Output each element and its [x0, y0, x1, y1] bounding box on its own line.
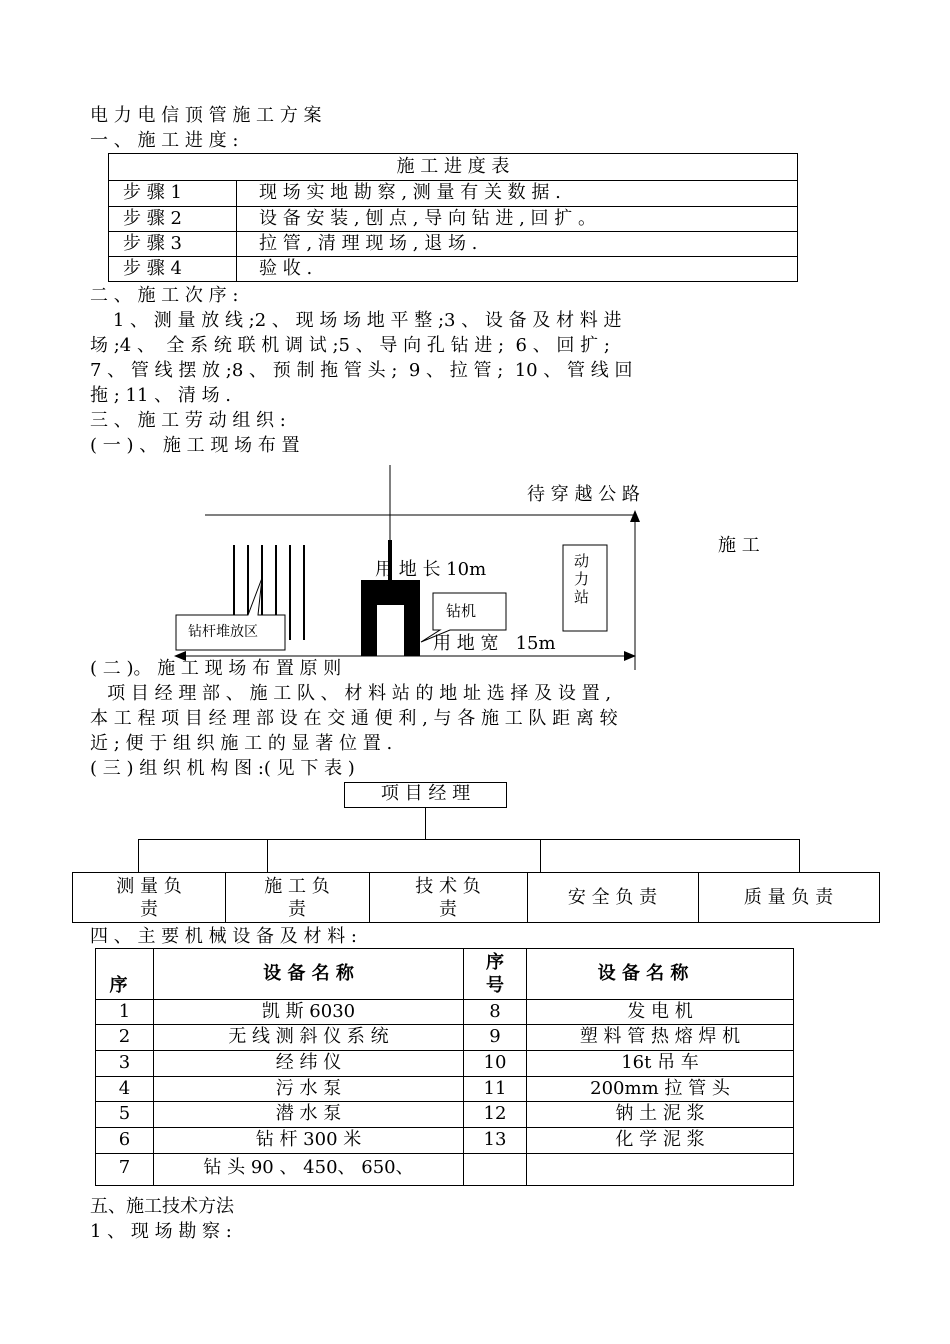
org-top-box	[344, 782, 507, 808]
equip-cell: 凯 斯 6030	[261, 1001, 356, 1022]
org-box-survey: 测 量 负 责	[116, 876, 182, 920]
equip-cell: 4	[118, 1078, 131, 1099]
equip-cell: 塑 料 管 热 熔 焊 机	[579, 1026, 741, 1047]
equip-cell: 200mm 拉 管 头	[590, 1078, 730, 1099]
schedule-desc: 拉 管 , 清 理 现 场 , 退 场 .	[259, 233, 478, 254]
equip-cell: 化 学 泥 浆	[615, 1129, 705, 1150]
principle-line: 近 ; 便 于 组 织 施 工 的 显 著 位 置 .	[90, 733, 393, 754]
equip-cell: 无 线 测 斜 仪 系 统	[228, 1026, 389, 1047]
org-box-construction: 施 工 负 责	[264, 876, 330, 920]
equip-cell: 16t 吊 车	[621, 1052, 699, 1073]
equip-cell: 钻 头 90 、 450、 650、	[203, 1157, 414, 1178]
section-2-heading: 二 、 施 工 次 序 :	[90, 285, 239, 306]
schedule-step: 步 骤 1	[123, 182, 182, 203]
equip-cell: 发 电 机	[627, 1001, 693, 1022]
equip-cell: 钻 杆 300 米	[255, 1129, 362, 1150]
road-label: 待 穿 越 公 路	[527, 484, 640, 505]
schedule-desc: 验 收 .	[259, 258, 313, 279]
order-line: 7 、 管 线 摆 放 ;8 、 预 制 拖 管 头 ; 9 、 拉 管 ; 10 、 管 线 回	[90, 360, 633, 381]
equipment-table	[95, 948, 794, 1186]
equip-cell: 7	[118, 1157, 131, 1178]
width-label: 用 地 宽 15m	[433, 633, 556, 654]
equip-cell: 10	[483, 1052, 507, 1073]
org-box-safety: 安 全 负 责	[567, 887, 658, 908]
equip-cell: 污 水 泵	[275, 1078, 342, 1099]
construction-label: 施 工	[718, 535, 760, 556]
equip-cell: 11	[483, 1078, 507, 1099]
principle-line: 项 目 经 理 部 、 施 工 队 、 材 料 站 的 地 址 选 择 及 设 置 ,	[90, 683, 612, 704]
org-box-technical: 技 术 负 责	[415, 876, 481, 920]
org-boxes	[72, 872, 880, 923]
equip-cell: 潜 水 泵	[275, 1103, 342, 1124]
order-line: 场 ;4 、 全 系 统 联 机 调 试 ;5 、 导 向 孔 钻 进 ; 6 、 回 扩 ;	[90, 335, 610, 356]
equip-cell: 2	[118, 1026, 131, 1047]
order-line: 1 、 测 量 放 线 ;2 、 现 场 场 地 平 整 ;3 、 设 备 及 材 料 进	[90, 310, 622, 331]
org-top-label: 项 目 经 理	[380, 783, 471, 804]
drill-label: 钻机	[446, 602, 477, 620]
equip-cell: 3	[118, 1052, 131, 1073]
equip-cell: 经 纬 仪	[275, 1052, 342, 1073]
equip-cell: 8	[489, 1001, 501, 1022]
section-3b-heading: ( 二 )。 施 工 现 场 布 置 原 则	[90, 658, 342, 679]
equip-cell: 1	[118, 1001, 131, 1022]
schedule-step: 步 骤 2	[123, 208, 182, 229]
rod-storage-label: 钻杆堆放区	[188, 624, 258, 640]
order-line: 拖 ; 11 、 清 场 .	[90, 385, 232, 406]
section-5-heading: 五、施工技术方法	[90, 1196, 234, 1217]
schedule-table	[108, 153, 798, 282]
equip-cell: 5	[118, 1103, 131, 1124]
equip-header-name2: 设 备 名 称	[597, 963, 689, 984]
document-title: 电 力 电 信 顶 管 施 工 方 案	[90, 105, 322, 126]
schedule-step: 步 骤 4	[123, 258, 182, 279]
schedule-caption: 施 工 进 度 表	[396, 156, 510, 177]
schedule-desc: 现 场 实 地 勘 察 , 测 量 有 关 数 据 .	[259, 182, 561, 203]
equip-cell: 6	[118, 1129, 131, 1150]
equip-header-seq: 序	[109, 975, 128, 996]
section-1-heading: 一 、 施 工 进 度 :	[90, 130, 239, 151]
length-label: 用 地 长 10m	[375, 559, 487, 580]
equip-cell: 钠 土 泥 浆	[615, 1103, 705, 1124]
equip-cell: 12	[483, 1103, 507, 1124]
section-5a-heading: 1 、 现 场 勘 察 :	[90, 1221, 232, 1242]
schedule-step: 步 骤 3	[123, 233, 182, 254]
section-4-heading: 四 、 主 要 机 械 设 备 及 材 料 :	[90, 926, 358, 947]
equip-cell: 13	[483, 1129, 507, 1150]
principle-line: 本 工 程 项 目 经 理 部 设 在 交 通 便 利 , 与 各 施 工 队 距 离 较	[90, 708, 618, 729]
power-station-label: 动力站	[574, 552, 590, 606]
equip-header-seq2: 序 号	[486, 952, 504, 996]
section-3c-heading: ( 三 ) 组 织 机 构 图 :( 见 下 表 )	[90, 758, 355, 779]
section-3-heading: 三 、 施 工 劳 动 组 织 :	[90, 410, 286, 431]
section-3a-heading: ( 一 ) 、 施 工 现 场 布 置	[90, 435, 300, 456]
schedule-desc: 设 备 安 装 , 刨 点 , 导 向 钻 进 , 回 扩 。	[259, 208, 596, 229]
org-box-quality: 质 量 负 责	[743, 887, 834, 908]
equip-header-name: 设 备 名 称	[263, 963, 354, 984]
equip-cell: 9	[489, 1026, 501, 1047]
